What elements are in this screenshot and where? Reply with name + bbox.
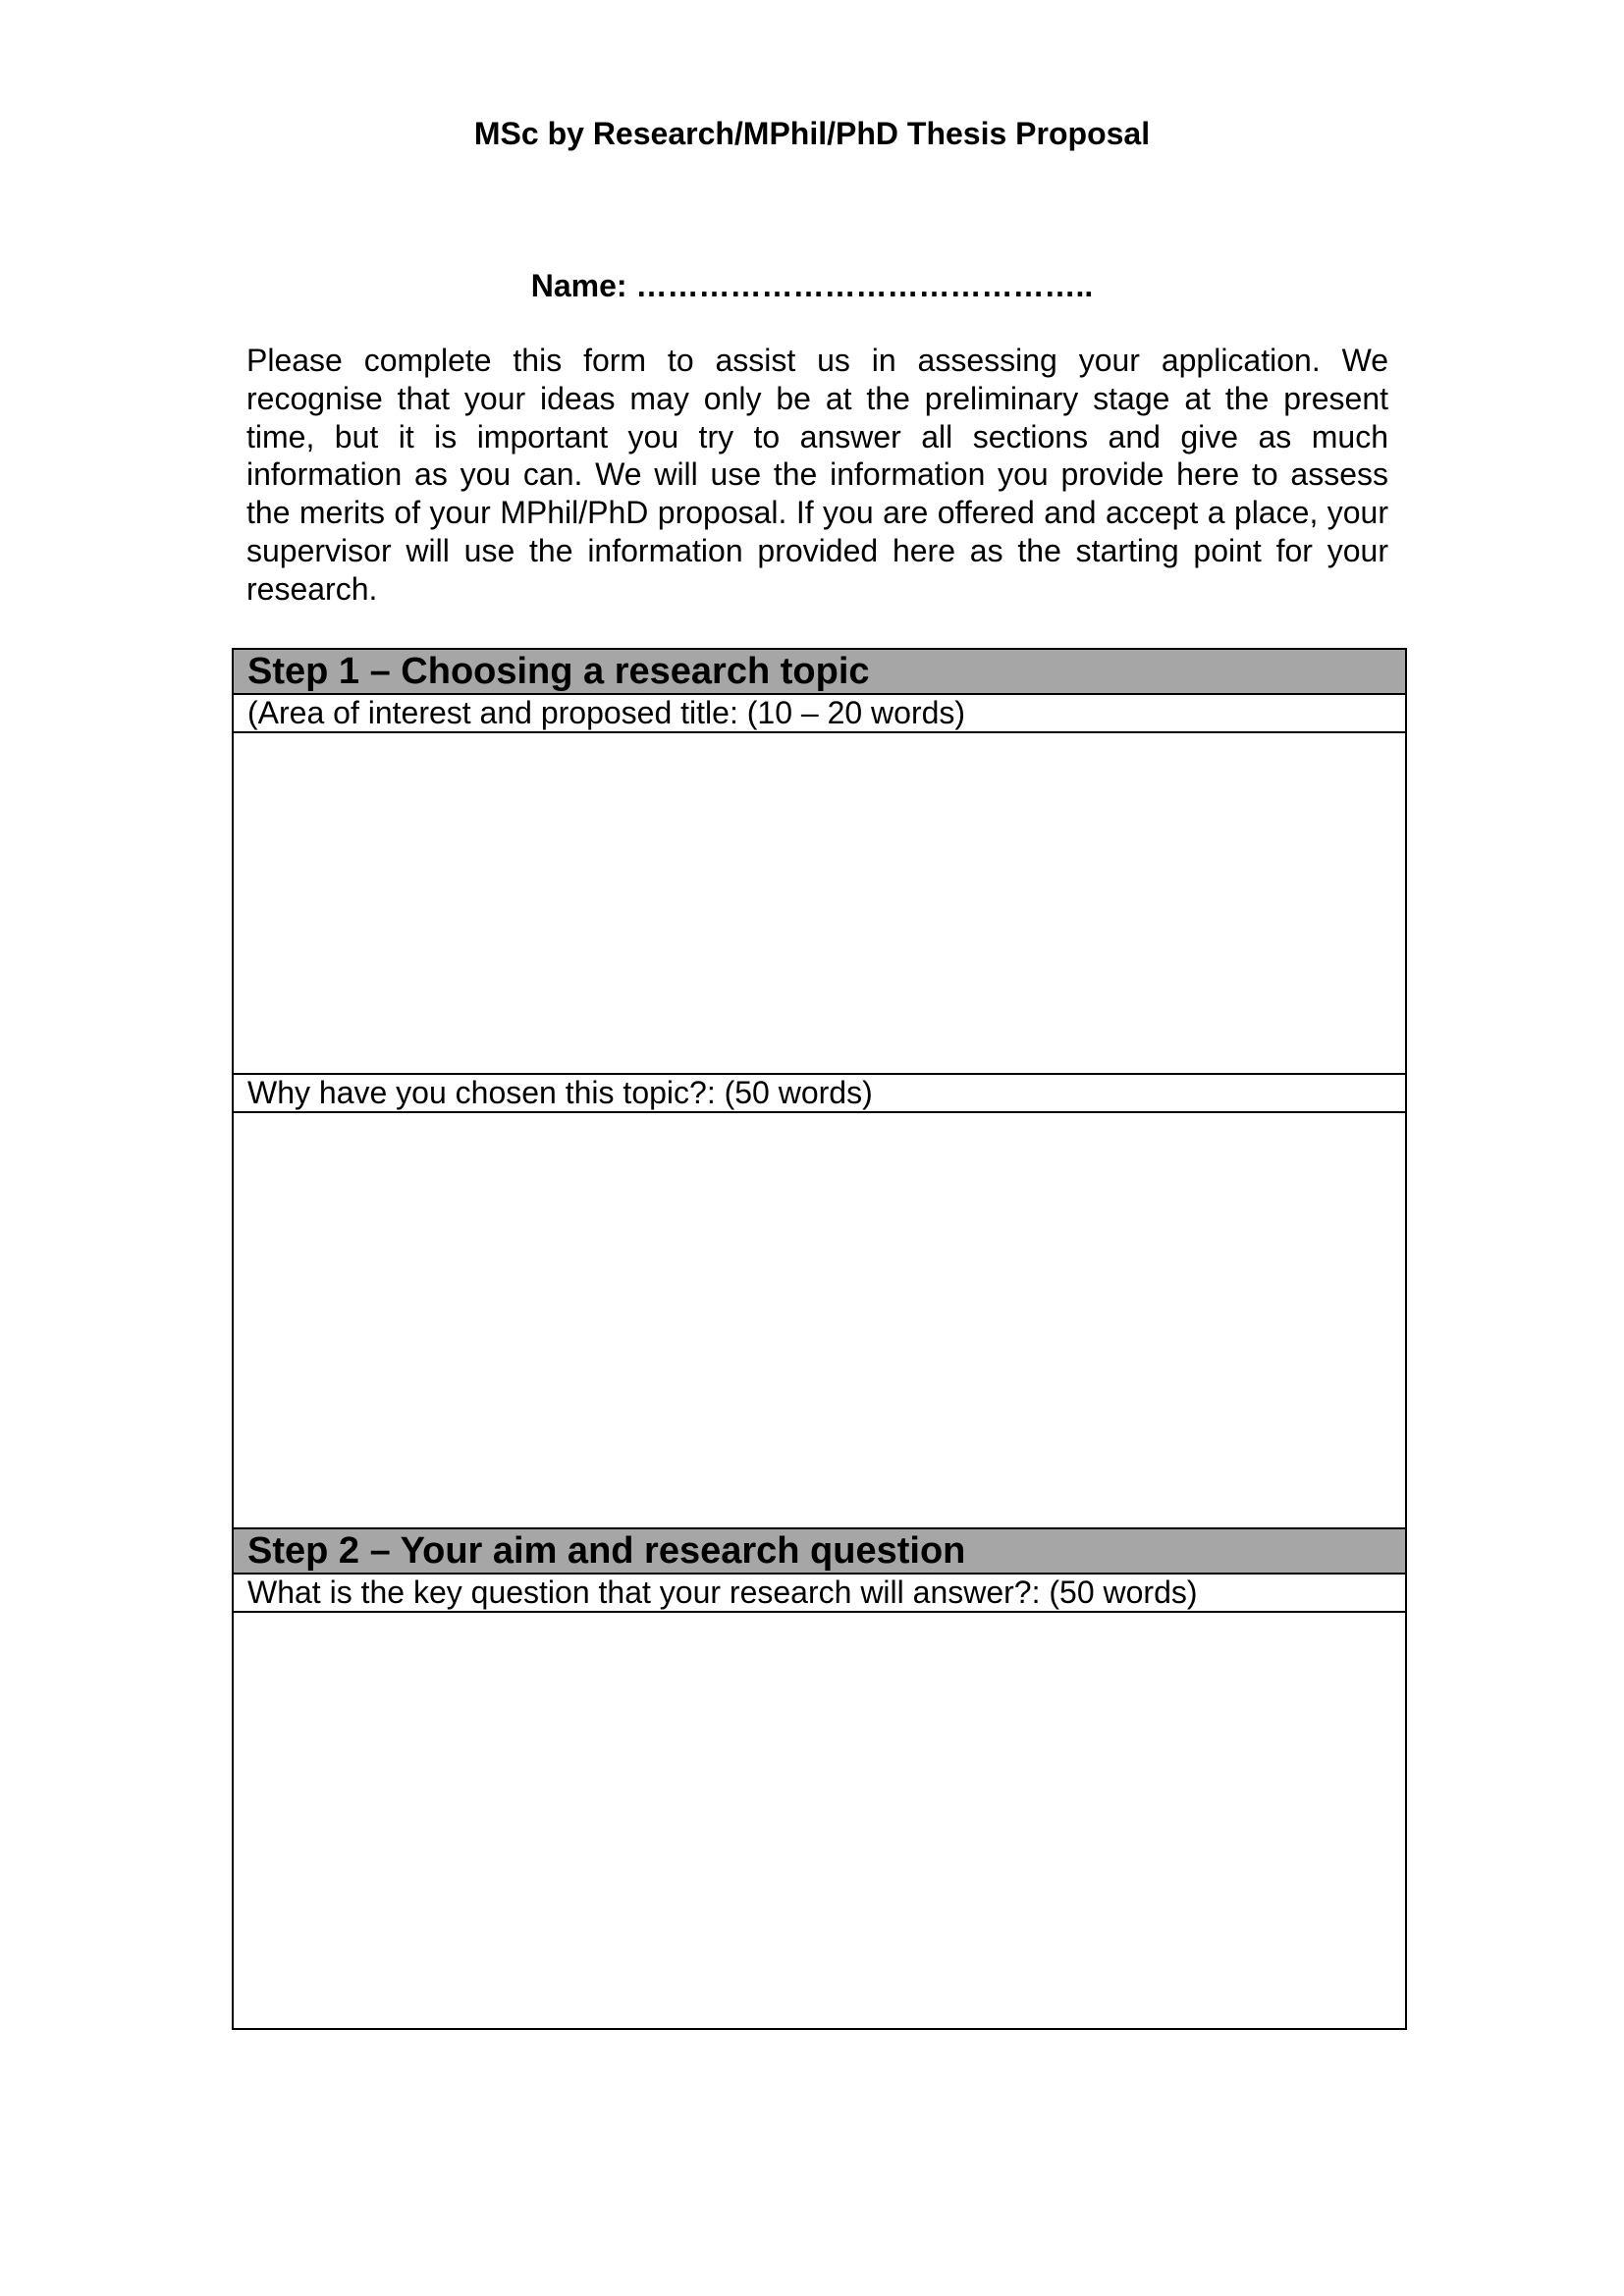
step-1-header: Step 1 – Choosing a research topic xyxy=(233,649,1406,694)
step-1-topic-answer-box[interactable] xyxy=(233,732,1406,1074)
step-2-question-prompt: What is the key question that your research will answer?: (50 words) xyxy=(233,1574,1406,1612)
step-1-topic-prompt: (Area of interest and proposed title: (10 – 20 words) xyxy=(233,694,1406,732)
name-field-line[interactable]: Name: …………………………………….. xyxy=(530,268,1094,303)
step-1-reason-prompt: Why have you chosen this topic?: (50 words) xyxy=(233,1074,1406,1112)
step-2-header: Step 2 – Your aim and research question xyxy=(233,1528,1406,1574)
step-2-question-answer-box[interactable] xyxy=(233,1612,1406,2029)
document-title: MSc by Research/MPhil/PhD Thesis Proposal xyxy=(473,116,1151,151)
step-1-reason-answer-box[interactable] xyxy=(233,1112,1406,1528)
intro-paragraph: Please complete this form to assist us in assessing your application. We recognise that your ideas may only be at the preliminary stage at the present time, but it is important you try to answer all sections and give as much information as you can. We will use the information you provide here to assess the merits of your MPhil/PhD proposal. If you are offered and accept a place, your supervisor will use the information provided here as the starting point for your research. xyxy=(246,343,1388,607)
proposal-form-table xyxy=(232,648,1407,2030)
